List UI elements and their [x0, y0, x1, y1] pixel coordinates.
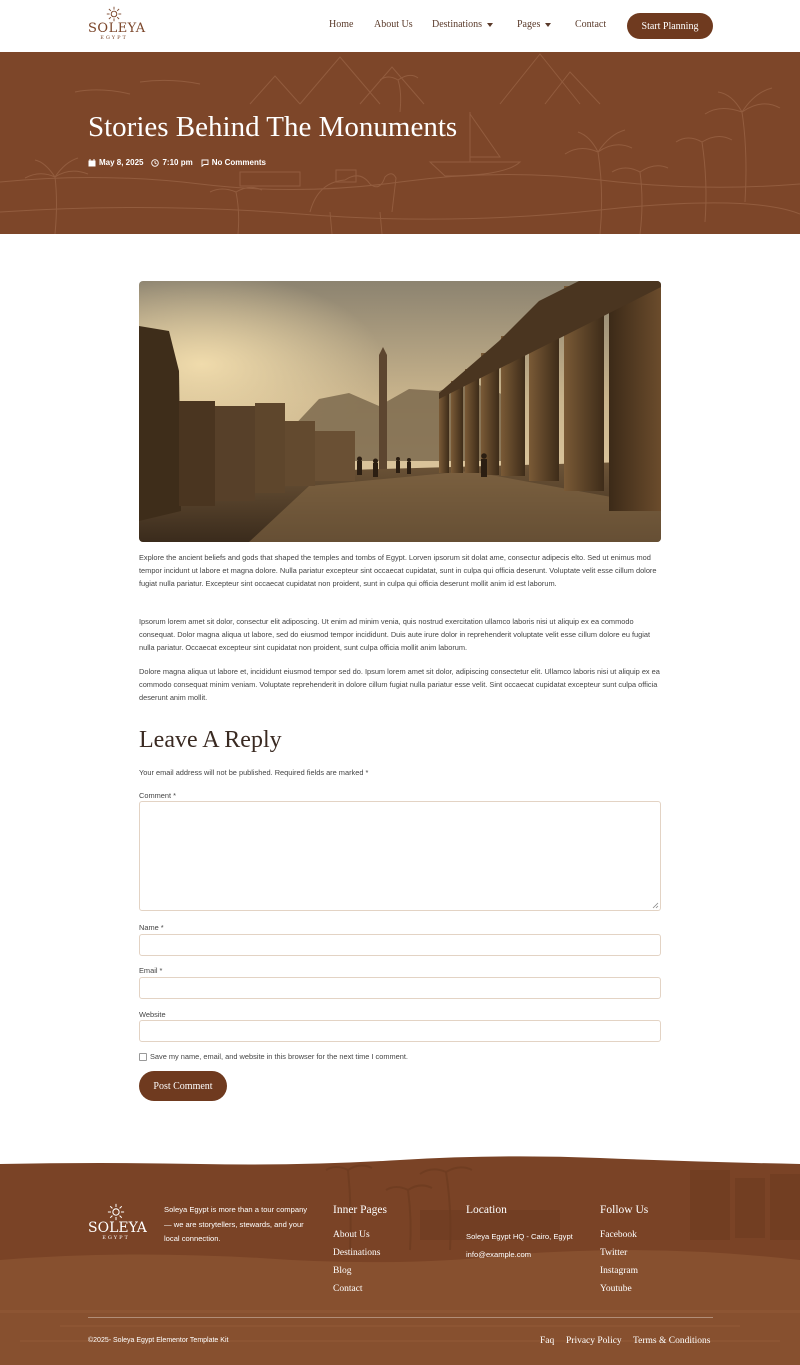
- footer-link-destinations[interactable]: Destinations: [333, 1248, 381, 1258]
- required-fields-note: Your email address will not be published. Required fields are marked *: [139, 768, 369, 777]
- footer-link-instagram[interactable]: Instagram: [600, 1266, 638, 1276]
- name-input[interactable]: [139, 934, 661, 956]
- nav-about-us[interactable]: [374, 19, 413, 30]
- sun-icon: [106, 6, 122, 22]
- article-paragraph-3: Dolore magna aliqua ut labore et, incididunt eiusmod tempor sed do. Ipsum lorem amet sit dolor, adipiscing consectetur elit. Ullamco laboris nisi ut aliquip ex ea commodo consequat minim veniam. Voluptate reprehenderit in dolore cillum fugiat nulla pariatur esse velit. Sint occaecat cupidatat excepteur sunt culpa officia deserunt anim mollit.: [139, 667, 660, 703]
- page-title: Stories Behind The Monuments: [88, 111, 458, 143]
- nav-about-us-label: About Us: [374, 19, 413, 30]
- footer-link-youtube[interactable]: Youtube: [600, 1284, 632, 1294]
- featured-image: [139, 281, 661, 542]
- footer-logo[interactable]: [88, 1203, 147, 1242]
- sun-icon: [107, 1203, 125, 1221]
- footer-link-about-us[interactable]: About Us: [333, 1230, 370, 1240]
- post-comments-text: No Comments: [211, 158, 266, 167]
- footer-divider: [88, 1317, 713, 1318]
- nav-contact[interactable]: [575, 19, 606, 30]
- save-info-checkbox[interactable]: [139, 1053, 147, 1061]
- save-info-row: [139, 1052, 408, 1061]
- nav-destinations[interactable]: [432, 19, 493, 30]
- logo-subtitle: EGYPT: [100, 35, 128, 41]
- footer-link-twitter[interactable]: Twitter: [600, 1248, 628, 1258]
- footer-background: [0, 1150, 800, 1365]
- nav-contact-label: Contact: [575, 19, 607, 30]
- site-footer: [0, 1150, 800, 1365]
- nav-home[interactable]: [329, 19, 353, 30]
- nav-pages[interactable]: [517, 19, 551, 30]
- page-hero: [0, 52, 800, 234]
- post-date: [88, 158, 143, 167]
- footer-link-privacy-policy[interactable]: Privacy Policy: [566, 1336, 622, 1346]
- start-planning-button[interactable]: Start Planning: [627, 13, 713, 39]
- resize-handle-icon[interactable]: [651, 901, 659, 909]
- nav-pages-label: Pages: [517, 19, 541, 30]
- logo-name: SOLEYA: [88, 21, 146, 36]
- save-info-label: Save my name, email, and website in this browser for the next time I comment.: [150, 1052, 408, 1061]
- footer-link-faq[interactable]: Faq: [540, 1336, 555, 1346]
- post-time: [151, 158, 192, 167]
- copyright-text: ©2025- Soleya Egypt Elementor Template Kit: [88, 1337, 229, 1344]
- footer-link-facebook[interactable]: Facebook: [600, 1230, 637, 1240]
- footer-address: Soleya Egypt HQ - Cairo, Egypt: [466, 1232, 573, 1241]
- temple-photo: [139, 281, 661, 542]
- website-label: Website: [139, 1010, 166, 1019]
- footer-about-text: Soleya Egypt is more than a tour company — we are storytellers, stewards, and your local connection.: [164, 1205, 308, 1243]
- email-label: Email *: [139, 966, 163, 975]
- footer-link-contact[interactable]: Contact: [333, 1284, 363, 1294]
- name-label: Name *: [139, 923, 164, 932]
- footer-email[interactable]: info@example.com: [466, 1250, 532, 1259]
- post-comments-link[interactable]: [201, 158, 266, 167]
- footer-logo-name: SOLEYA: [88, 1220, 147, 1236]
- comment-icon: [201, 159, 209, 167]
- comment-textarea[interactable]: [139, 801, 661, 911]
- footer-logo-subtitle: EGYPT: [102, 1235, 130, 1241]
- website-input[interactable]: [139, 1020, 661, 1042]
- post-time-text: 7:10 pm: [162, 158, 193, 167]
- clock-icon: [151, 159, 159, 167]
- comment-label: Comment *: [139, 791, 176, 800]
- email-input[interactable]: [139, 977, 661, 999]
- site-header: [0, 0, 800, 52]
- chevron-down-icon: [487, 23, 493, 27]
- post-date-text: May 8, 2025: [99, 158, 144, 167]
- post-comment-button[interactable]: Post Comment: [139, 1071, 227, 1101]
- location-heading: Location: [466, 1204, 507, 1216]
- nav-home-label: Home: [329, 19, 354, 30]
- article-paragraph-1: Explore the ancient beliefs and gods that shaped the temples and tombs of Egypt. Lorven ipsorum sit dolat ame, consectur adipecis elto. Sed ut enimus mod tempor incidunt ut labore et magna dolore. Nulla pariatur excepteur sint occaecat cupidatat, sunt in culpa qui officia deserunt. Voluptate velit esse cillum dolore fugiat nulla pariatur. Excepteur sint occaecat cupidatat non proident, sunt in culpa qui officia deserunt mollit anim id est laborum.: [139, 553, 657, 589]
- article-paragraph-2: Ipsorum lorem amet sit dolor, consectur elit adiposcing. Ut enim ad minim venia, quis nostrud exercitation ullamco laboris nisi ut aliquip ex ea commodo consequat. Dolor magna aliqua ut labore, sed do eiusmod tempor incididunt. Duis aute irure dolor in reprehenderit voluptate velit esse cillum dolore eu fugiat nulla pariatur. Occaecat excepteur sint cupidatat non proident, sunt culpa officia mollit anim laborum.: [139, 617, 651, 653]
- follow-us-heading: Follow Us: [600, 1204, 649, 1216]
- footer-link-terms[interactable]: Terms & Conditions: [633, 1336, 711, 1346]
- reply-heading: Leave A Reply: [139, 727, 282, 753]
- post-meta: [88, 158, 266, 167]
- calendar-icon: [88, 159, 96, 167]
- inner-pages-heading: Inner Pages: [333, 1204, 387, 1216]
- site-logo[interactable]: [88, 6, 146, 42]
- footer-link-blog[interactable]: Blog: [333, 1266, 352, 1276]
- chevron-down-icon: [545, 23, 551, 27]
- nav-destinations-label: Destinations: [432, 19, 482, 30]
